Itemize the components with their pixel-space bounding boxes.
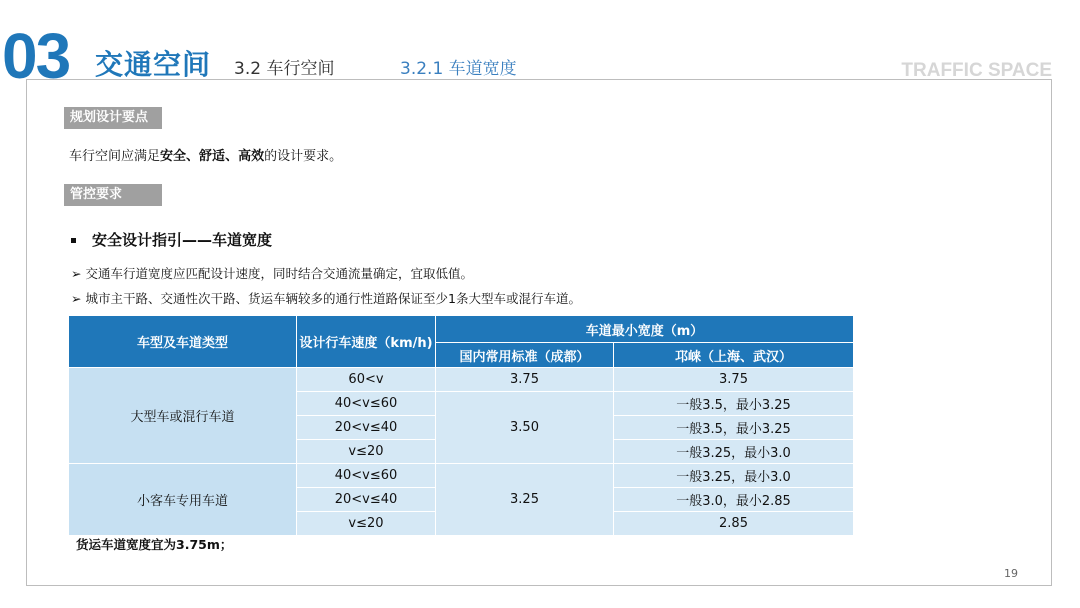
keyword-safe: 安全 <box>160 149 187 164</box>
domestic-cell: 3.25 <box>436 464 614 536</box>
qionglai-cell: 一般3.5，最小3.25 <box>614 416 854 440</box>
qionglai-cell: 2.85 <box>614 512 854 536</box>
table-row <box>69 368 854 392</box>
control-requirements-tag: 管控要求 <box>64 184 162 206</box>
bullet-point: ➢ 交通车行道宽度应匹配设计速度，同时结合交通流量确定，宜取低值。 <box>71 266 473 281</box>
speed-cell: 40<v≤60 <box>297 464 436 488</box>
qionglai-cell: 一般3.5，最小3.25 <box>614 392 854 416</box>
qionglai-cell: 一般3.0，最小2.85 <box>614 488 854 512</box>
header-vehicle-type: 车型及车道类型 <box>69 316 297 368</box>
guide-heading <box>71 229 272 250</box>
domestic-cell: 3.50 <box>436 392 614 464</box>
header-domestic-standard: 国内常用标准（成都） <box>436 343 614 368</box>
qionglai-cell: 3.75 <box>614 368 854 392</box>
group-large-vehicle: 大型车或混行车道 <box>69 368 297 464</box>
bullet-square-icon <box>71 238 76 243</box>
speed-cell: 60<v <box>297 368 436 392</box>
footnote: 货运车道宽度宜为3.75m； <box>76 537 233 552</box>
domestic-cell: 3.75 <box>436 368 614 392</box>
speed-cell: 40<v≤60 <box>297 392 436 416</box>
page-number: 19 <box>1004 567 1018 580</box>
guide-title: 安全设计指引——车道宽度 <box>92 231 273 249</box>
header-design-speed: 设计行车速度（km/h) <box>297 316 436 368</box>
requirement-text: 车行空间应满足安全、舒适、高效的设计要求。 <box>69 149 343 164</box>
design-points-tag: 规划设计要点 <box>64 107 162 129</box>
arrow-bullet-icon: ➢ <box>71 291 82 306</box>
bullet-point: ➢ 城市主干路、交通性次干路、货运车辆较多的通行性道路保证至少1条大型车或混行车道。 <box>71 291 581 306</box>
subsection-title: 3.2.1 车道宽度 <box>400 59 517 79</box>
lane-width-table <box>68 315 854 536</box>
keyword-efficient: 高效 <box>238 149 265 164</box>
header-qionglai-standard: 邛崃（上海、武汉） <box>614 343 854 368</box>
chapter-title: 交通空间 <box>95 48 212 81</box>
english-title: TRAFFIC SPACE <box>901 60 1052 81</box>
keyword-comfort: 舒适 <box>199 149 226 164</box>
table-row <box>69 464 854 488</box>
chapter-number: 03 <box>2 20 70 92</box>
group-small-car: 小客车专用车道 <box>69 464 297 536</box>
qionglai-cell: 一般3.25，最小3.0 <box>614 440 854 464</box>
speed-cell: v≤20 <box>297 512 436 536</box>
section-title: 3.2 车行空间 <box>234 59 335 79</box>
speed-cell: 20<v≤40 <box>297 488 436 512</box>
arrow-bullet-icon: ➢ <box>71 266 82 281</box>
speed-cell: 20<v≤40 <box>297 416 436 440</box>
speed-cell: v≤20 <box>297 440 436 464</box>
header-min-width: 车道最小宽度（m） <box>436 316 854 343</box>
qionglai-cell: 一般3.25，最小3.0 <box>614 464 854 488</box>
